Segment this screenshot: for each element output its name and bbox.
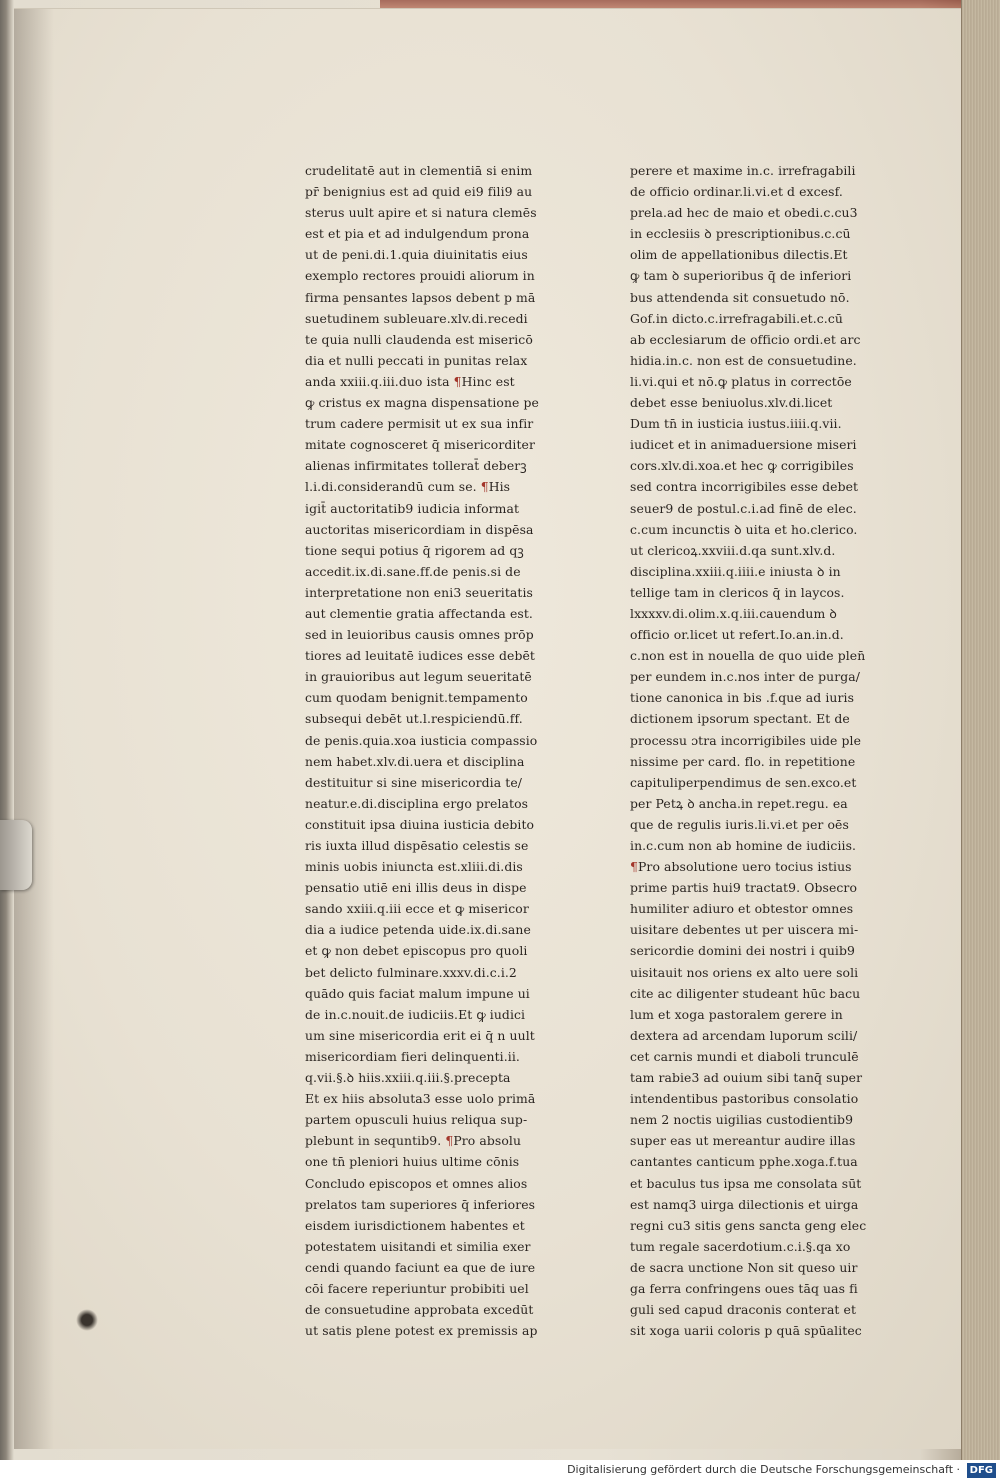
text-line: de penis.quia.xoa iusticia compassio [305, 732, 538, 748]
text-line: cantantes canticum pphe.xoga.f.tua [630, 1154, 858, 1170]
text-line: Gof.in dicto.c.irrefragabili.et.c.cū [630, 310, 843, 326]
text-line: in ecclesiis ꝺ prescriptionibus.c.cū [630, 226, 851, 242]
text-line: est namq3 uirga dilectionis et uirga [630, 1196, 859, 1212]
text-line: one tn̄ pleniori huius ultime cōnis [305, 1154, 520, 1170]
text-line: olim de appellationibus dilectis.Et [630, 247, 848, 263]
text-line: suetudinem subleuare.xlv.di.recedi [305, 310, 528, 326]
rubric-mark: ¶ [445, 1133, 454, 1149]
right-text-column [630, 160, 866, 1341]
rubric-mark: ¶ [453, 373, 462, 389]
text-line: bet delicto fulminare.xxxv.di.c.i.2 [305, 964, 517, 980]
text-line: bus attendenda sit consuetudo nō. [630, 289, 850, 305]
text-line: ꝙ cristus ex magna dispensatione pe [305, 395, 539, 411]
text-line: de in.c.nouit.de iudiciis.Et ꝙ iudici [305, 1006, 526, 1022]
text-line: quādo quis faciat malum impune ui [305, 985, 530, 1001]
text-line: interpretatione non eni3 seueritatis [305, 584, 533, 600]
text-line: anda xxiii.q.iii.duo ista ¶Hinc est [305, 373, 515, 389]
text-line: prime partis hui9 tractat9. Obsecro [630, 880, 858, 896]
text-line: q.vii.§.ꝺ hiis.xxiii.q.iii.§.precepta [305, 1070, 511, 1086]
rubric-mark: ¶ [480, 479, 489, 495]
text-line: et ꝙ non debet episcopus pro quoli [305, 943, 528, 959]
text-line: processu ɔtra incorrigibiles uide ple [630, 732, 861, 748]
text-line: ꝙ tam ꝺ superioribus q̄ de inferiori [630, 268, 852, 284]
text-line: crudelitatē aut in clementiā si enim [305, 163, 533, 178]
text-line: nem habet.xlv.di.uera et disciplina [305, 753, 525, 769]
text-line: ris iuxta illud dispēsatio celestis se [305, 838, 529, 853]
text-line: firma pensantes lapsos debent p mā [305, 289, 536, 305]
text-line: dia et nulli peccati in punitas relax [305, 352, 528, 368]
text-line: de officio ordinar.li.vi.et d excesf. [630, 184, 843, 200]
text-line: l.i.di.considerandū cum se. ¶His [305, 479, 511, 495]
text-line: Concludo episcopos et omnes alios [305, 1175, 528, 1191]
text-line: regni cu3 sitis gens sancta geng elec [630, 1217, 867, 1233]
text-line: per eundem in.c.nos inter de purga/ [630, 669, 861, 685]
dfg-logo: DFG [967, 1463, 996, 1478]
text-line: lum et xoga pastoralem gerere in [630, 1006, 843, 1022]
text-line: Et ex hiis absoluta3 esse uolo primā [305, 1091, 536, 1107]
text-line: seuer9 de postul.c.i.ad finē de elec. [630, 500, 857, 516]
text-line: neatur.e.di.disciplina ergo prelatos [305, 795, 529, 811]
text-line: uisitauit nos oriens ex alto uere soli [630, 964, 859, 980]
text-line: misericordiam fieri delinquenti.ii. [305, 1048, 520, 1064]
text-line: minis uobis iniuncta est.xliii.di.dis [305, 859, 523, 875]
text-line: mitate cognosceret q̄ misericorditer [305, 437, 536, 453]
text-line: accedit.ix.di.sane.ff.de penis.si de [305, 563, 521, 579]
ink-stain [76, 1309, 98, 1331]
text-line: cet carnis mundi et diaboli trunculē [630, 1048, 859, 1064]
text-line: in grauioribus aut legum seueritatē [305, 669, 532, 685]
text-line: ut clericoꝝ.xxviii.d.qa sunt.xlv.d. [630, 542, 836, 558]
text-line: sed contra incorrigibiles esse debet [630, 479, 859, 495]
page-tab-marker [0, 820, 32, 890]
text-line: que de regulis iuris.li.vi.et per oēs [630, 816, 849, 832]
text-line: cum quodam benignit.tempamento [305, 690, 528, 706]
text-line: c.cum incunctis ꝺ uita et ho.clerico. [630, 521, 858, 537]
text-line: pr̄ benignius est ad quid ei9 fili9 au [305, 184, 533, 200]
text-line: cite ac diligenter studeant hūc bacu [630, 985, 861, 1001]
text-line: igit̄ auctoritatib9 iudicia informat [305, 500, 520, 516]
text-line: destituitur si sine misericordia te/ [305, 774, 523, 790]
text-line: tellige tam in clericos q̄ in laycos. [630, 584, 845, 600]
text-line: prela.ad hec de maio et obedi.c.cu3 [630, 205, 858, 221]
text-line: hidia.in.c. non est de consuetudine. [630, 352, 857, 368]
text-line: partem opusculi huius reliqua sup- [305, 1112, 528, 1128]
text-line: tum regale sacerdotium.c.i.§.qa xo [630, 1238, 851, 1254]
text-line: guli sed capud draconis conterat et [630, 1302, 857, 1318]
text-line: sando xxiii.q.iii ecce et ꝙ misericor [305, 901, 529, 917]
text-line: potestatem uisitandi et similia exer [305, 1238, 531, 1254]
text-line: dictionem ipsorum spectant. Et de [630, 711, 850, 727]
text-line: exemplo rectores prouidi aliorum in [305, 268, 535, 284]
text-line: per Petꝝ ꝺ ancha.in repet.regu. ea [630, 795, 848, 811]
text-line: ab ecclesiarum de officio ordi.et arc [630, 331, 861, 347]
text-line: sed in leuioribus causis omnes prōp [305, 627, 534, 643]
text-line: cendi quando faciunt ea que de iure [305, 1259, 536, 1275]
text-line: te quia nulli claudenda est misericō [305, 331, 533, 347]
text-line: ga ferra confringens oues tāq uas fi [630, 1280, 858, 1296]
text-line: trum cadere permisit ut ex sua infir [305, 416, 534, 432]
text-line: Dum tn̄ in iusticia iustus.iiii.q.vii. [630, 416, 842, 432]
text-line: debet esse beniuolus.xlv.di.licet [630, 395, 833, 411]
text-line: iudicet et in animaduersione miseri [630, 437, 857, 453]
text-line: ¶Pro absolutione uero tocius istius [630, 859, 852, 875]
text-line: li.vi.qui et nō.ꝙ platus in correctōe [630, 373, 852, 389]
text-line: de consuetudine approbata excedūt [305, 1302, 534, 1318]
funding-notice: Digitalisierung gefördert durch die Deutsche Forschungsgemeinschaft · [567, 1463, 960, 1476]
text-line: perere et maxime in.c. irrefragabili [630, 163, 856, 178]
text-line: super eas ut mereantur audire illas [630, 1133, 856, 1149]
text-line: disciplina.xxiii.q.iiii.e iniusta ꝺ in [630, 563, 841, 579]
text-line: um sine misericordia erit ei q̄ n uult [305, 1027, 535, 1043]
text-line: humiliter adiuro et obtestor omnes [630, 901, 854, 917]
text-line: lxxxxv.di.olim.x.q.iii.cauendum ꝺ [630, 605, 837, 621]
text-line: nissime per card. flo. in repetitione [630, 753, 856, 769]
text-line: sterus uult apire et si natura clemēs [305, 205, 537, 221]
text-line: constituit ipsa diuina iusticia debito [305, 816, 535, 832]
text-line: ut de peni.di.1.quia diuinitatis eius [305, 247, 528, 263]
text-line: eisdem iurisdictionem habentes et [305, 1217, 525, 1233]
footer-bar [0, 1460, 1000, 1481]
text-line: et baculus tus ipsa me consolata sūt [630, 1175, 862, 1191]
text-line: auctoritas misericordiam in dispēsa [305, 521, 534, 537]
text-line: sit xoga uarii coloris p quā spūalitec [630, 1323, 862, 1339]
text-line: aut clementie gratia affectanda est. [305, 605, 533, 621]
text-line: pensatio utiē eni illis deus in dispe [305, 880, 527, 896]
text-line: alienas infirmitates tollerat̄ deberꝫ [305, 458, 527, 474]
text-line: est et pia et ad indulgendum prona [305, 226, 530, 242]
text-line: uisitare debentes ut per uiscera mi- [630, 922, 859, 938]
fore-edge [961, 0, 1000, 1460]
text-line: capituliperpendimus de sen.exco.et [630, 774, 857, 790]
text-line: tam rabie3 ad ouium sibi tanq̄ super [630, 1070, 863, 1086]
text-line: cors.xlv.di.xoa.et hec ꝙ corrigibiles [630, 458, 854, 474]
text-line: dextera ad arcendam luporum scili/ [630, 1027, 858, 1043]
text-line: c.non est in nouella de quo uide plen̄ [630, 648, 866, 664]
text-line: dia a iudice petenda uide.ix.di.sane [305, 922, 531, 938]
text-line: officio or.licet ut refert.Io.an.in.d. [630, 627, 844, 643]
text-line: subsequi debēt ut.l.respiciendū.ff. [305, 711, 523, 727]
text-line: plebunt in sequntib9. ¶Pro absolu [305, 1133, 522, 1149]
text-line: sericordie domini dei nostri i quib9 [630, 943, 856, 959]
text-line: ut satis plene potest ex premissis ap [305, 1323, 538, 1339]
left-text-column [305, 160, 539, 1341]
text-line: cōi facere reperiuntur probibiti uel [305, 1280, 529, 1296]
text-line: tiores ad leuitatē iudices esse debēt [305, 648, 536, 664]
text-line: in.c.cum non ab homine de iudiciis. [630, 838, 857, 853]
text-line: nem 2 noctis uigilias custodientib9 [630, 1112, 854, 1128]
rubric-mark: ¶ [630, 859, 638, 875]
text-line: tione canonica in bis .f.que ad iuris [630, 690, 855, 706]
text-line: intendentibus pastoribus consolatio [630, 1091, 859, 1107]
text-line: de sacra unctione Non sit queso uir [630, 1259, 858, 1275]
text-line: tione sequi potius q̄ rigorem ad qꝫ [305, 542, 524, 558]
gutter-shadow [14, 9, 54, 1449]
text-line: prelatos tam superiores q̄ inferiores [305, 1196, 536, 1212]
